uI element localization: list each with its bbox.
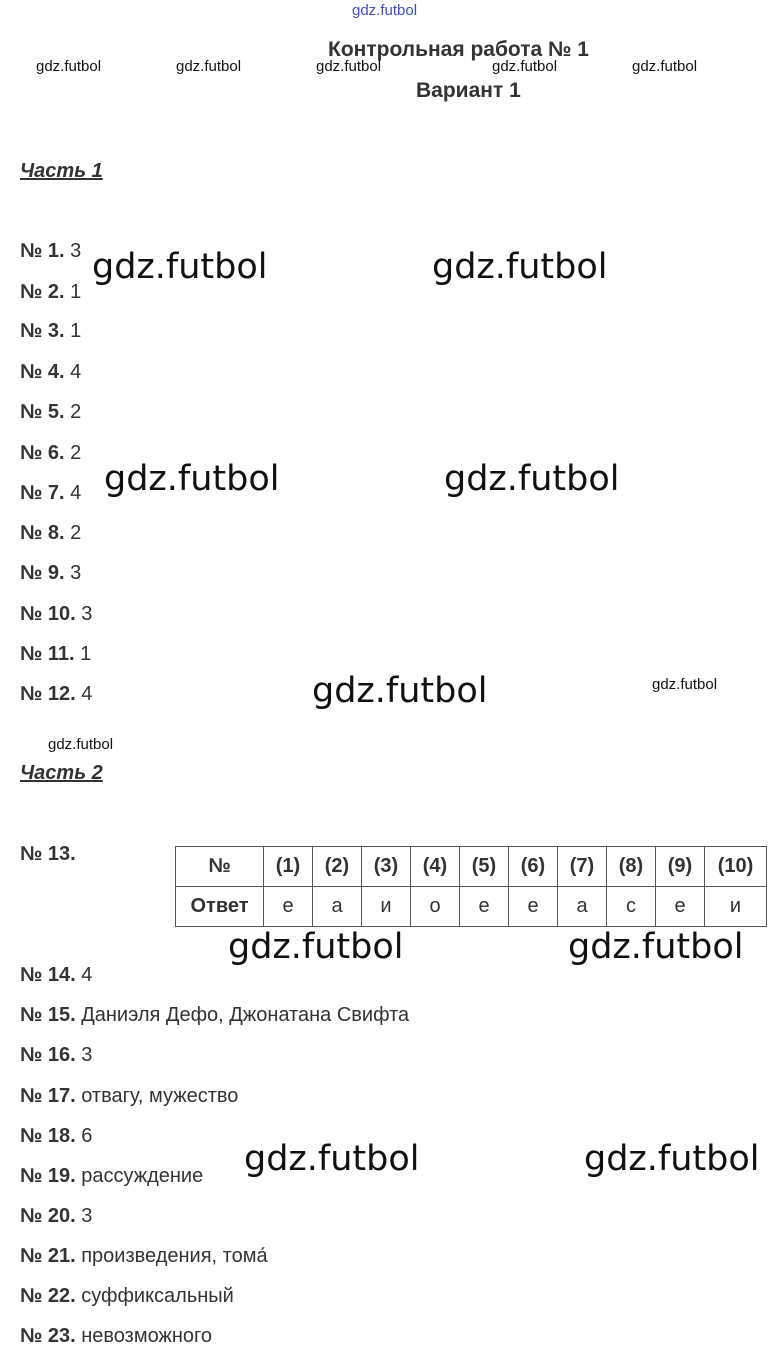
question-number: № 2.	[20, 281, 65, 303]
page-title: Контрольная работа № 1	[328, 38, 589, 61]
question-answer: суффиксальный	[81, 1285, 234, 1307]
table-column-header: (8)	[607, 847, 656, 887]
watermark-large: gdz.futbol	[568, 927, 744, 967]
question-answer: 2	[70, 522, 82, 544]
watermark-large: gdz.futbol	[244, 1139, 420, 1179]
table-row	[176, 887, 767, 927]
question-answer: 3	[81, 1044, 93, 1066]
question-number: № 19.	[20, 1165, 76, 1187]
table-column-header: (1)	[264, 847, 313, 887]
table-column-header: (3)	[362, 847, 411, 887]
question-answer: 3	[81, 603, 93, 625]
question-answer: 3	[70, 562, 82, 584]
table-cell: с	[607, 887, 656, 927]
question-5	[20, 401, 81, 424]
watermark-small: gdz.futbol	[176, 58, 242, 75]
watermark-large: gdz.futbol	[104, 459, 280, 499]
question-number: № 12.	[20, 683, 76, 705]
table-header-row	[176, 847, 767, 887]
question-19	[20, 1165, 203, 1188]
table-cell: е	[264, 887, 313, 927]
question-number: № 17.	[20, 1085, 76, 1107]
watermark-small: gdz.futbol	[316, 58, 382, 75]
question-number: № 4.	[20, 361, 65, 383]
part2-heading: Часть 2	[20, 762, 103, 784]
question-number: № 23.	[20, 1325, 76, 1347]
question-answer: 3	[81, 1205, 93, 1227]
question-answer: 4	[81, 683, 93, 705]
watermark-small: gdz.futbol	[36, 58, 102, 75]
question-number: № 22.	[20, 1285, 76, 1307]
question-12	[20, 683, 92, 706]
table-cell: а	[313, 887, 362, 927]
table-cell: и	[705, 887, 767, 927]
question-number: № 13.	[20, 843, 76, 865]
watermark-small: gdz.futbol	[632, 58, 698, 75]
question-answer: 4	[81, 964, 93, 986]
question-1	[20, 240, 81, 263]
table-cell: а	[558, 887, 607, 927]
question-answer: 3	[70, 240, 82, 262]
question-9	[20, 562, 81, 585]
question-number: № 3.	[20, 320, 65, 342]
answer-table	[175, 846, 767, 927]
question-18	[20, 1125, 92, 1148]
question-16	[20, 1044, 92, 1067]
table-column-header: (9)	[656, 847, 705, 887]
question-answer: произведения, тома́	[81, 1245, 268, 1267]
variant-subtitle: Вариант 1	[416, 79, 521, 102]
table-cell: о	[411, 887, 460, 927]
watermark-large: gdz.futbol	[432, 247, 608, 287]
watermark-large: gdz.futbol	[92, 247, 268, 287]
watermark-large: gdz.futbol	[444, 459, 620, 499]
question-number: № 8.	[20, 522, 65, 544]
table-cell: е	[460, 887, 509, 927]
question-6	[20, 442, 81, 465]
question-22	[20, 1285, 234, 1308]
question-2	[20, 281, 81, 304]
question-4	[20, 361, 81, 384]
question-number: № 20.	[20, 1205, 76, 1227]
table-column-header: (7)	[558, 847, 607, 887]
question-answer: 1	[70, 281, 82, 303]
question-answer: 6	[81, 1125, 93, 1147]
question-number: № 10.	[20, 603, 76, 625]
question-number: № 6.	[20, 442, 65, 464]
question-7	[20, 482, 81, 505]
watermark-large: gdz.futbol	[312, 671, 488, 711]
question-answer: 1	[80, 643, 92, 665]
question-13	[20, 843, 76, 866]
watermark-small: gdz.futbol	[492, 58, 558, 75]
question-3	[20, 320, 81, 343]
question-answer: 2	[70, 401, 82, 423]
table-column-header: (4)	[411, 847, 460, 887]
question-number: № 16.	[20, 1044, 76, 1066]
question-answer: невозможного	[81, 1325, 213, 1347]
table-header-label: №	[176, 847, 264, 887]
question-number: № 5.	[20, 401, 65, 423]
table-column-header: (5)	[460, 847, 509, 887]
question-number: № 7.	[20, 482, 65, 504]
top-watermark: gdz.futbol	[352, 2, 418, 19]
watermark-large: gdz.futbol	[584, 1139, 760, 1179]
question-number: № 14.	[20, 964, 76, 986]
question-number: № 11.	[20, 643, 75, 665]
question-number: № 9.	[20, 562, 65, 584]
question-14	[20, 964, 92, 987]
watermark-small: gdz.futbol	[48, 736, 114, 753]
question-answer: 2	[70, 442, 82, 464]
table-column-header: (6)	[509, 847, 558, 887]
part1-heading: Часть 1	[20, 160, 103, 182]
question-answer: Даниэля Дефо, Джонатана Свифта	[81, 1004, 410, 1026]
question-answer: рассуждение	[81, 1165, 204, 1187]
table-cell: е	[509, 887, 558, 927]
table-row-label: Ответ	[176, 887, 264, 927]
question-23	[20, 1325, 212, 1348]
question-answer: отвагу, мужество	[81, 1085, 239, 1107]
question-number: № 21.	[20, 1245, 76, 1267]
watermark-large: gdz.futbol	[228, 927, 404, 967]
table-column-header: (2)	[313, 847, 362, 887]
table-cell: е	[656, 887, 705, 927]
question-8	[20, 522, 81, 545]
question-answer: 4	[70, 482, 82, 504]
watermark-small: gdz.futbol	[652, 676, 718, 693]
question-10	[20, 603, 92, 626]
question-number: № 1.	[20, 240, 65, 262]
question-21	[20, 1245, 268, 1268]
question-20	[20, 1205, 92, 1228]
question-17	[20, 1085, 238, 1108]
question-11	[20, 643, 91, 666]
question-number: № 15.	[20, 1004, 76, 1026]
table-column-header: (10)	[705, 847, 767, 887]
question-answer: 4	[70, 361, 82, 383]
question-15	[20, 1004, 409, 1027]
table-cell: и	[362, 887, 411, 927]
question-number: № 18.	[20, 1125, 76, 1147]
question-answer: 1	[70, 320, 82, 342]
